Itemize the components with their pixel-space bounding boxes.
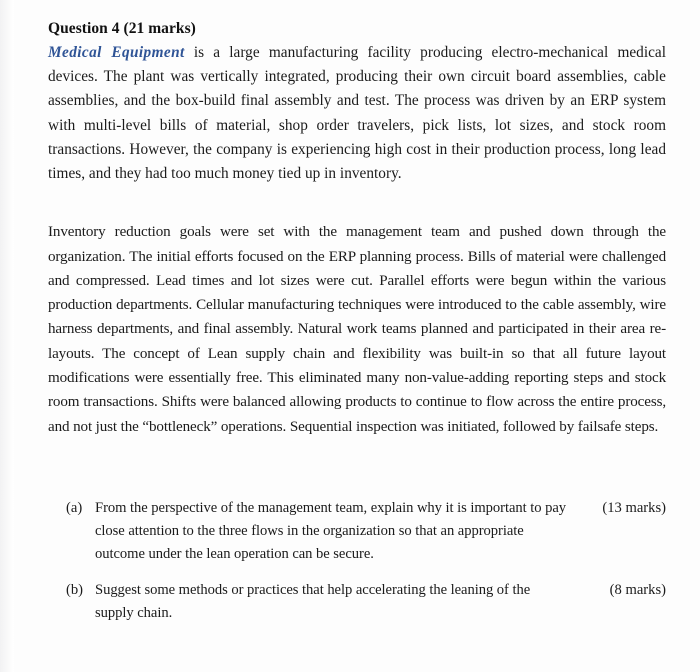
scan-edge-shading	[0, 0, 14, 672]
sub-question-b-marks: (8 marks)	[609, 581, 666, 598]
sub-question-a-label: (a)	[66, 499, 83, 516]
sub-question-a-text: From the perspective of the management team, explain why it is important to pay close attention to the three flows in the organization so that an appropriate outcome under the lean operation can be secure.	[95, 499, 567, 563]
sub-question-b-text: Suggest some methods or practices that help accelerating the leaning of the supply chain.	[95, 581, 531, 621]
document-content	[48, 18, 666, 637]
sub-question-a	[48, 497, 666, 567]
paragraph-case-description	[48, 41, 666, 186]
sub-questions-list	[48, 497, 666, 625]
sub-question-a-marks: (13 marks)	[602, 499, 666, 516]
sub-question-b-label: (b)	[66, 581, 84, 598]
question-heading: Question 4 (21 marks)	[48, 20, 196, 37]
sub-question-b	[48, 579, 666, 625]
paragraph-case-description-text: is a large manufacturing facility producing electro-mechanical medical devices. The plant was vertically integrated, producing their own circuit board assemblies, cable assemblies, and the box-build final assembly and test. The process was driven by an ERP system with multi-level bills of material, shop order travelers, pick lists, lot sizes, and stock room transactions. However, the company is experiencing high cost in their production process, long lead times, and they had too much money tied up in inventory.	[48, 44, 666, 183]
paragraph-lean-initiatives: Inventory reduction goals were set with the management team and pushed down through the organization. The initial efforts focused on the ERP planning process. Bills of material were challenged and compressed. Lead times and lot sizes were cut. Parallel efforts were begun within the various production departments. Cellular manufacturing techniques were introduced to the cable assembly, wire harness departments, and final assembly. Natural work teams planned and participated in their area re-layouts. The concept of Lean supply chain and flexibility was built-in so that all future layout modifications were essentially free. This eliminated many non-value-adding reporting steps and stock room transactions. Shifts were balanced allowing products to continue to flow across the entire process, and not just the “bottleneck” operations. Sequential inspection was initiated, followed by failsafe steps.	[48, 224, 666, 435]
company-name-lead-in: Medical Equipment	[48, 44, 185, 61]
